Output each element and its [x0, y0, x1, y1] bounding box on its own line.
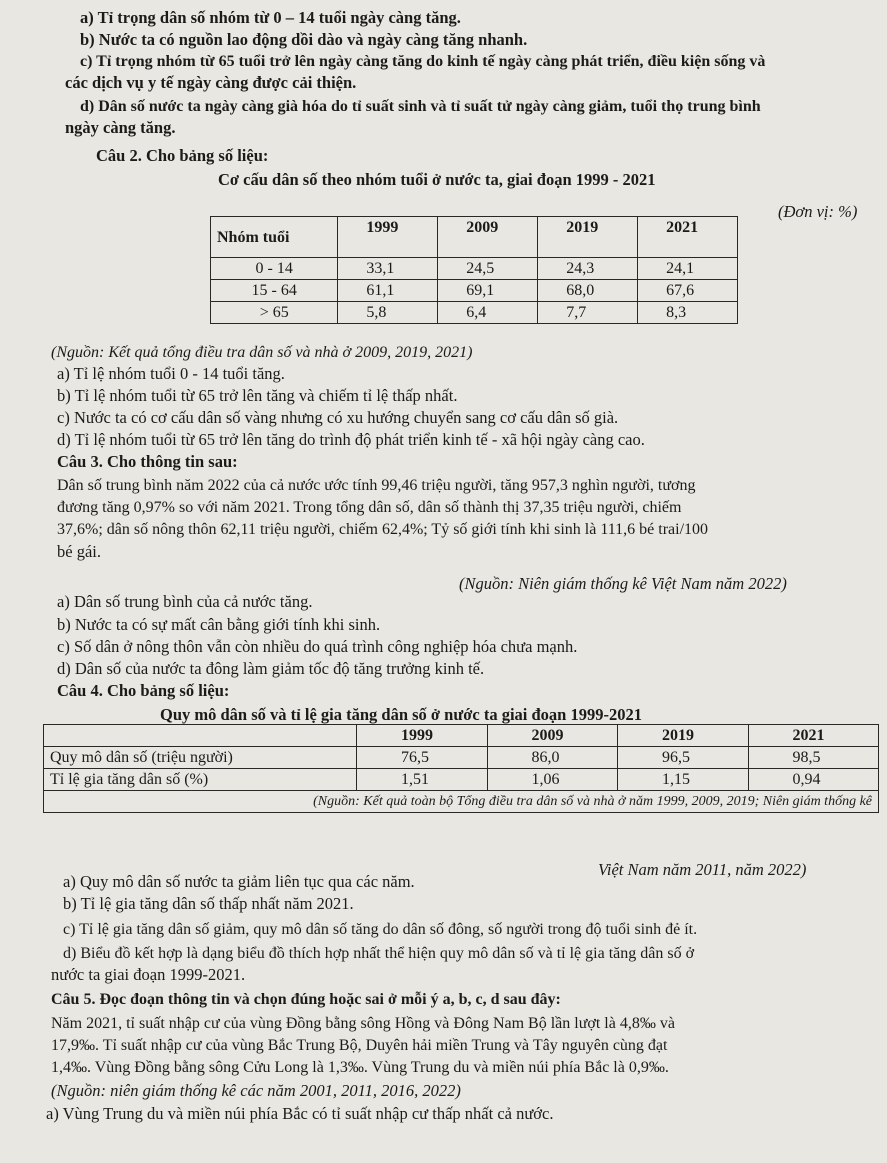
- table-cell: 6,4: [438, 302, 538, 324]
- q3-paragraph-line3: 37,6%; dân số nông thôn 62,11 triệu người, chiếm 62,4%; Tỷ số giới tính khi sinh là 111,6 bé trai/100: [57, 521, 709, 538]
- q1-item-a: a) Tỉ trọng dân số nhóm từ 0 – 14 tuổi ngày càng tăng.: [80, 8, 461, 27]
- table-cell: 5,8: [338, 302, 438, 324]
- table-cell: 86,0: [487, 747, 618, 769]
- q2-heading: Câu 2. Cho bảng số liệu:: [96, 146, 269, 165]
- q1-item-c-line2: các dịch vụ y tế ngày càng được cải thiện.: [65, 73, 357, 92]
- table-cell: 69,1: [438, 280, 538, 302]
- table-cell: 0,94: [748, 769, 879, 791]
- q3-source: (Nguồn: Niên giám thống kê Việt Nam năm 2022): [459, 574, 787, 593]
- table-header-cell: [44, 725, 357, 747]
- q4-item-d-line1: d) Biểu đồ kết hợp là dạng biểu đồ thích hợp nhất thể hiện quy mô dân số và tỉ lệ gia tăng dân số ở: [63, 945, 695, 962]
- table-header-cell: 2021: [748, 725, 879, 747]
- q4-source-line2: Việt Nam năm 2011, năm 2022): [598, 860, 807, 879]
- table-cell: 24,1: [638, 258, 738, 280]
- table-header-cell: 1999: [338, 217, 438, 258]
- table-cell: 67,6: [638, 280, 738, 302]
- q1-item-b: b) Nước ta có nguồn lao động dồi dào và ngày càng tăng nhanh.: [80, 30, 528, 49]
- q2-unit: (Đơn vị: %): [778, 202, 858, 221]
- table-cell: 15 - 64: [211, 280, 338, 302]
- table-row: [44, 747, 879, 769]
- q3-item-c: c) Số dân ở nông thôn vẫn còn nhiều do quá trình công nghiệp hóa chưa mạnh.: [57, 637, 578, 656]
- table-cell: 61,1: [338, 280, 438, 302]
- table-header-cell: 2009: [487, 725, 618, 747]
- table-cell: 8,3: [638, 302, 738, 324]
- q4-item-b: b) Tỉ lệ gia tăng dân số thấp nhất năm 2021.: [63, 894, 354, 913]
- q2-item-b: b) Tỉ lệ nhóm tuổi từ 65 trở lên tăng và chiếm tỉ lệ thấp nhất.: [57, 386, 458, 405]
- table-cell: 96,5: [618, 747, 749, 769]
- q2-table-title: Cơ cấu dân số theo nhóm tuổi ở nước ta, giai đoạn 1999 - 2021: [218, 170, 656, 189]
- q2-item-a: a) Tỉ lệ nhóm tuổi 0 - 14 tuổi tăng.: [57, 364, 285, 383]
- table-cell: 24,5: [438, 258, 538, 280]
- q4-heading: Câu 4. Cho bảng số liệu:: [57, 681, 230, 700]
- q5-source: (Nguồn: niên giám thống kê các năm 2001, 2011, 2016, 2022): [51, 1081, 461, 1100]
- q4-table-title: Quy mô dân số và tỉ lệ gia tăng dân số ở nước ta giai đoạn 1999-2021: [160, 705, 642, 724]
- table-cell: 33,1: [338, 258, 438, 280]
- q2-item-c: c) Nước ta có cơ cấu dân số vàng nhưng có xu hướng chuyển sang cơ cấu dân số già.: [57, 408, 619, 427]
- q3-item-d: d) Dân số của nước ta đông làm giảm tốc độ tăng trưởng kinh tế.: [57, 659, 485, 678]
- table-header-cell: 1999: [357, 725, 488, 747]
- q4-item-d-line2: nước ta giai đoạn 1999-2021.: [51, 965, 246, 984]
- q5-item-a: a) Vùng Trung du và miền núi phía Bắc có tỉ suất nhập cư thấp nhất cả nước.: [46, 1104, 554, 1123]
- table-cell: Tỉ lệ gia tăng dân số (%): [44, 769, 357, 791]
- table-cell: 7,7: [538, 302, 638, 324]
- table-cell: 0 - 14: [211, 258, 338, 280]
- q3-item-b: b) Nước ta có sự mất cân bằng giới tính khi sinh.: [57, 615, 381, 634]
- q2-source: (Nguồn: Kết quả tổng điều tra dân số và nhà ở 2009, 2019, 2021): [51, 344, 473, 361]
- q5-paragraph-line3: 1,4‰. Vùng Đồng bằng sông Cửu Long là 1,3‰. Vùng Trung du và miền núi phía Bắc là 0,9‰.: [51, 1059, 669, 1076]
- table-header-cell: 2009: [438, 217, 538, 258]
- q1-item-d-line1: d) Dân số nước ta ngày càng già hóa do tỉ suất sinh và tỉ suất tử ngày càng giảm, tuổi thọ trung bình: [80, 98, 761, 115]
- table-header-cell: Nhóm tuổi: [211, 217, 338, 258]
- table-header-cell: 2019: [538, 217, 638, 258]
- table-cell: > 65: [211, 302, 338, 324]
- table-row: [211, 258, 738, 280]
- table-header-cell: 2021: [638, 217, 738, 258]
- q3-paragraph-line2: đương tăng 0,97% so với năm 2021. Trong tổng dân số, dân số thành thị 37,35 triệu người, chiếm: [57, 499, 682, 516]
- q3-item-a: a) Dân số trung bình của cả nước tăng.: [57, 592, 313, 611]
- table-row: [44, 791, 879, 813]
- table-row: [211, 217, 738, 258]
- table-header-cell: 2019: [618, 725, 749, 747]
- q5-paragraph-line2: 17,9‰. Tỉ suất nhập cư của vùng Bắc Trung Bộ, Duyên hải miền Trung và Tây nguyên cùng đạt: [51, 1037, 668, 1054]
- table-cell: 1,51: [357, 769, 488, 791]
- table-row: [211, 280, 738, 302]
- q2-table: [210, 216, 738, 324]
- q4-item-c: c) Tỉ lệ gia tăng dân số giảm, quy mô dân số tăng do dân số đông, số người trong độ tuổi sinh đẻ ít.: [63, 921, 698, 938]
- table-cell: Quy mô dân số (triệu người): [44, 747, 357, 769]
- table-cell: 1,15: [618, 769, 749, 791]
- q3-heading: Câu 3. Cho thông tin sau:: [57, 452, 238, 471]
- q5-paragraph-line1: Năm 2021, tỉ suất nhập cư của vùng Đồng bằng sông Hồng và Đông Nam Bộ lần lượt là 4,8‰ và: [51, 1015, 675, 1032]
- table-cell: 98,5: [748, 747, 879, 769]
- q1-item-c-line1: c) Tỉ trọng nhóm từ 65 tuổi trở lên ngày càng tăng do kinh tế ngày càng phát triển, điều kiện sống và: [80, 53, 766, 70]
- table-row: [211, 302, 738, 324]
- q4-item-a: a) Quy mô dân số nước ta giảm liên tục qua các năm.: [63, 872, 415, 891]
- table-cell: 24,3: [538, 258, 638, 280]
- q1-item-d-line2: ngày càng tăng.: [65, 118, 176, 137]
- table-cell: 68,0: [538, 280, 638, 302]
- table-row: [44, 769, 879, 791]
- table-row: [44, 725, 879, 747]
- q4-source-line1: (Nguồn: Kết quả toàn bộ Tổng điều tra dân số và nhà ở năm 1999, 2009, 2019; Niên giám thống kê: [44, 791, 879, 813]
- q5-heading: Câu 5. Đọc đoạn thông tin và chọn đúng hoặc sai ở mỗi ý a, b, c, d sau đây:: [51, 991, 561, 1008]
- q4-table: [43, 724, 879, 813]
- table-cell: 76,5: [357, 747, 488, 769]
- table-cell: 1,06: [487, 769, 618, 791]
- q3-paragraph-line4: bé gái.: [57, 542, 101, 561]
- q2-item-d: d) Tỉ lệ nhóm tuổi từ 65 trở lên tăng do trình độ phát triển kinh tế - xã hội ngày càng cao.: [57, 430, 645, 449]
- q3-paragraph-line1: Dân số trung bình năm 2022 của cả nước ước tính 99,46 triệu người, tăng 957,3 nghìn người, tương: [57, 477, 696, 494]
